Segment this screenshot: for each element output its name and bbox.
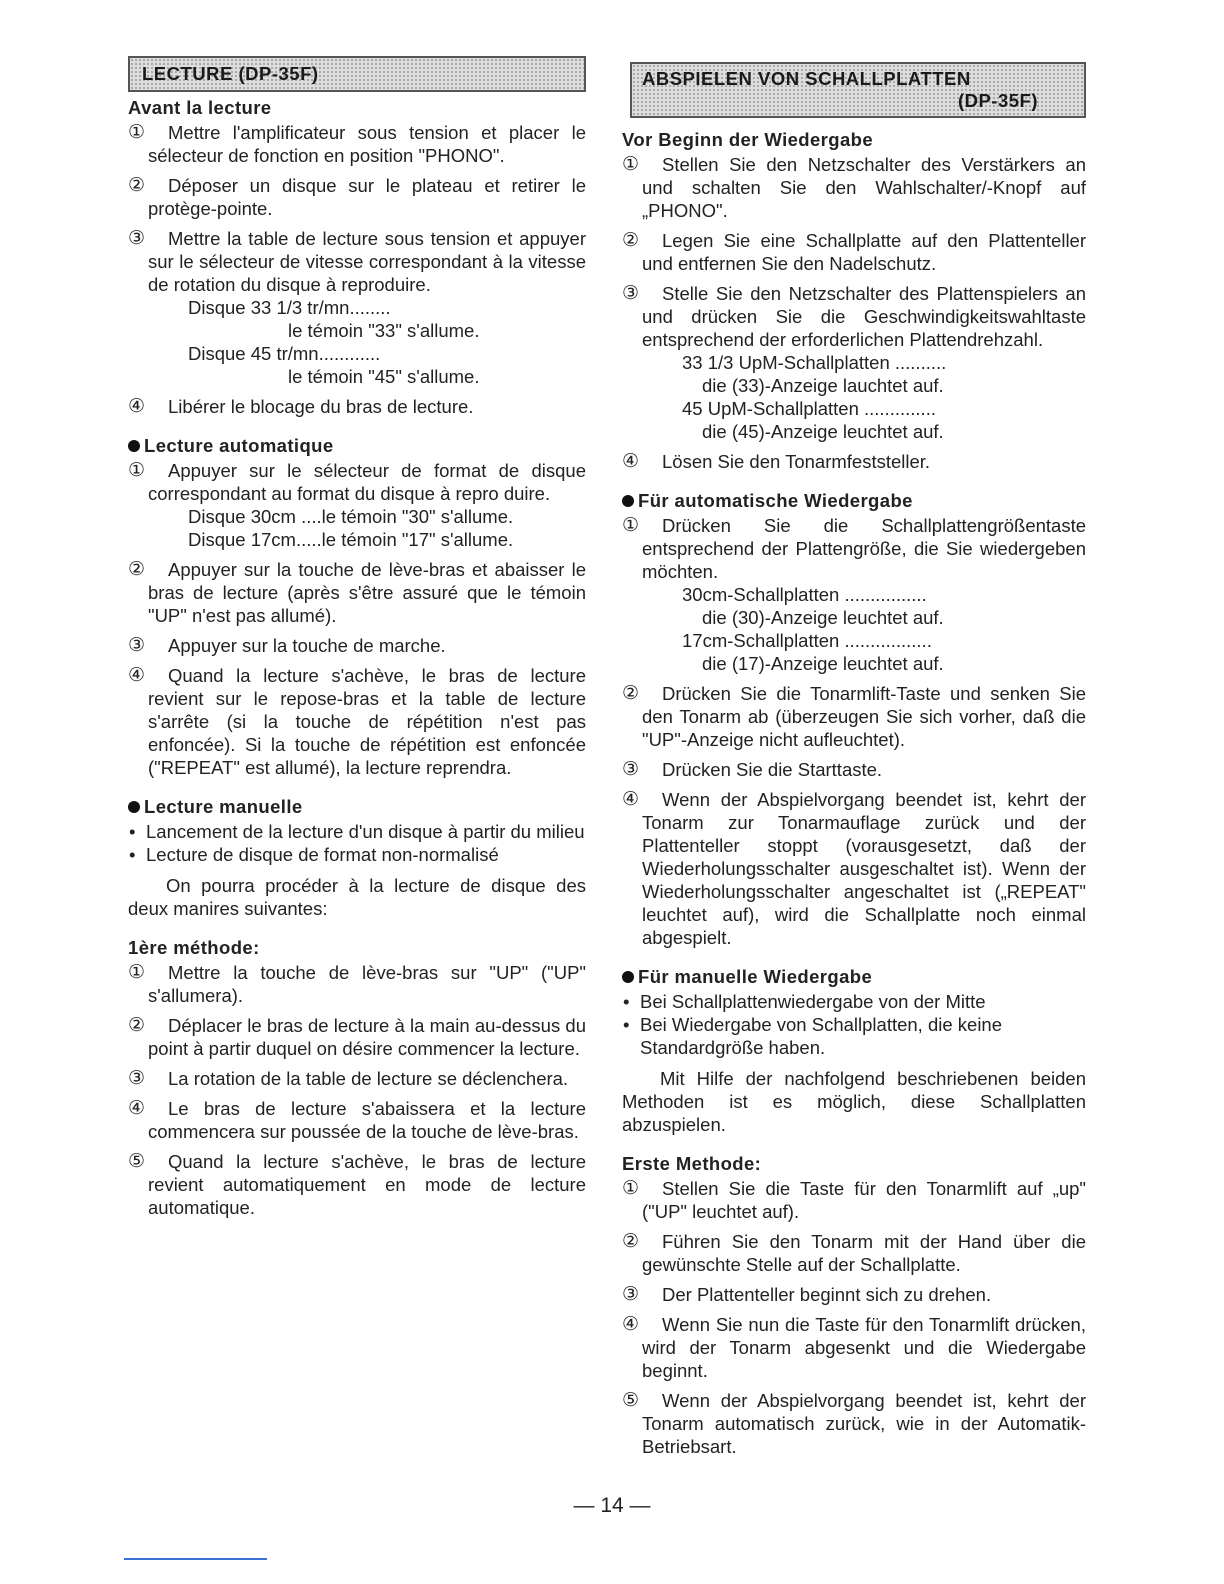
german-method-1-heading: Erste Methode:	[622, 1153, 762, 1174]
step-text: Drücken Sie die Starttaste.	[662, 759, 883, 780]
step-text: Stellen Sie den Netzschalter des Verstärkers an und schalten Sie den Wahlschalter/-Knopf auf „PHONO".	[642, 154, 1086, 221]
german-section-banner	[630, 62, 1086, 118]
indicator-33-note: die (33)-Anzeige lauchtet auf.	[702, 375, 944, 396]
german-method-step-4	[622, 1313, 1086, 1382]
step-number: ③	[128, 635, 146, 656]
indicator-45-note: le témoin "45" s'allume.	[288, 366, 480, 387]
german-manual-bullet-1	[622, 990, 1086, 1013]
indicator-33-note: le témoin "33" s'allume.	[288, 320, 480, 341]
step-number: ④	[128, 1098, 146, 1119]
german-before-play-step-4	[622, 450, 1086, 473]
step-text: Drücken Sie die Schallplattengrößentaste entsprechend der Plattengröße, die Sie wiedergeben möchten.	[642, 515, 1086, 582]
step-text: Appuyer sur le sélecteur de format de disque correspondant au format du disque à repro duire.	[148, 460, 586, 504]
french-auto-play-step-3	[128, 634, 586, 657]
banner-line-1: ABSPIELEN VON SCHALLPLATTEN	[642, 68, 971, 89]
french-manual-intro: On pourra procéder à la lecture de disque des deux manires suivantes:	[128, 875, 586, 919]
footer-divider	[124, 1558, 267, 1560]
step-text: Wenn Sie nun die Taste für den Tonarmlift drücken, wird der Tonarm abgesenkt und die Wiedergabe beginnt.	[642, 1314, 1086, 1381]
german-method-step-5	[622, 1389, 1086, 1458]
bullet-icon: •	[623, 991, 630, 1012]
bullet-text: Lancement de la lecture d'un disque à partir du milieu	[146, 821, 585, 842]
step-number: ②	[128, 175, 146, 196]
french-method-1-heading: 1ère méthode:	[128, 937, 260, 958]
french-manual-play-heading	[128, 795, 586, 818]
german-before-play-step-2	[622, 229, 1086, 275]
step-number: ①	[128, 962, 146, 983]
step-text: La rotation de la table de lecture se déclenchera.	[168, 1068, 569, 1089]
french-method-step-2	[128, 1014, 586, 1060]
page-number: — 14 —	[573, 1494, 651, 1517]
step-number: ③	[622, 283, 640, 304]
german-method-step-1	[622, 1177, 1086, 1223]
size-option-30: Disque 30cm ....le témoin "30" s'allume.	[188, 506, 514, 527]
step-text: Quand la lecture s'achève, le bras de lecture revient sur le repose-bras et la table de lecture s'arrête (si la touche de répétition n'est pas enfoncée). Si la touche de répétition est enfoncée ("REPEAT" est allumé), la lecture reprendra.	[148, 665, 586, 778]
step-text: Mettre la table de lecture sous tension et appuyer sur le sélecteur de vitesse correspondant à la vitesse de rotation du disque à reproduire.	[148, 228, 586, 295]
indicator-30-note: die (30)-Anzeige leuchtet auf.	[702, 607, 944, 628]
french-before-play-step-2	[128, 174, 586, 220]
step-number: ⑤	[622, 1390, 640, 1411]
step-number: ①	[622, 154, 640, 175]
step-text: Libérer le blocage du bras de lecture.	[168, 396, 474, 417]
french-before-play-step-1	[128, 121, 586, 167]
step-text: Mettre l'amplificateur sous tension et placer le sélecteur de fonction en position "PHONO".	[148, 122, 586, 166]
step-number: ④	[622, 451, 640, 472]
french-auto-play-step-1	[128, 459, 586, 551]
size-option-30: 30cm-Schallplatten ................	[682, 584, 927, 605]
german-auto-play-heading	[622, 489, 1086, 512]
speed-option-45: Disque 45 tr/mn............	[188, 343, 381, 364]
step-number: ①	[128, 460, 146, 481]
step-number: ①	[128, 122, 146, 143]
speed-option-33: Disque 33 1/3 tr/mn........	[188, 297, 391, 318]
step-text: Drücken Sie die Tonarmlift-Taste und senken Sie den Tonarm ab (überzeugen Sie sich vorher, daß die "UP"-Anzeige nicht aufleuchtet).	[642, 683, 1086, 750]
step-number: ③	[622, 759, 640, 780]
german-column	[622, 56, 1086, 1465]
step-number: ②	[128, 1015, 146, 1036]
speed-option-33: 33 1/3 UpM-Schallplatten ..........	[682, 352, 947, 373]
bullet-dot-icon	[128, 801, 140, 813]
french-section-banner: LECTURE (DP-35F)	[128, 56, 586, 92]
german-before-play-step-1	[622, 153, 1086, 222]
bullet-text: Lecture de disque de format non-normalisé	[146, 844, 499, 865]
bullet-dot-icon	[622, 971, 634, 983]
bullet-text: Bei Schallplattenwiedergabe von der Mitte	[640, 991, 986, 1012]
step-text: Stelle Sie den Netzschalter des Plattenspielers an und drücken Sie die Geschwindigkeitswahltaste entsprechend der erforderlichen Plattendrehzahl.	[642, 283, 1086, 350]
speed-option-45: 45 UpM-Schallplatten ..............	[682, 398, 936, 419]
french-manual-bullet-1	[128, 820, 586, 843]
french-method-step-1	[128, 961, 586, 1007]
german-manual-intro: Mit Hilfe der nachfolgend beschriebenen beiden Methoden ist es möglich, diese Schallplatten abzuspielen.	[622, 1068, 1086, 1135]
step-number: ④	[128, 396, 146, 417]
step-number: ①	[622, 515, 640, 536]
french-auto-play-heading	[128, 434, 586, 457]
size-option-17: 17cm-Schallplatten .................	[682, 630, 932, 651]
german-method-step-2	[622, 1230, 1086, 1276]
step-text: Déplacer le bras de lecture à la main au-dessus du point à partir duquel on désire commencer la lecture.	[148, 1015, 586, 1059]
step-number: ②	[622, 230, 640, 251]
bullet-dot-icon	[622, 495, 634, 507]
german-auto-play-step-1	[622, 514, 1086, 675]
step-number: ④	[128, 665, 146, 686]
step-number: ④	[622, 789, 640, 810]
step-number: ②	[128, 559, 146, 580]
french-before-play-step-4	[128, 395, 586, 418]
step-number: ①	[622, 1178, 640, 1199]
heading-text: Lecture automatique	[144, 435, 334, 456]
german-before-play-step-3	[622, 282, 1086, 443]
step-text: Legen Sie eine Schallplatte auf den Plattenteller und entfernen Sie den Nadelschutz.	[642, 230, 1086, 274]
french-method-step-3	[128, 1067, 586, 1090]
step-text: Lösen Sie den Tonarmfeststeller.	[662, 451, 931, 472]
step-text: Quand la lecture s'achève, le bras de lecture revient automatiquement en mode de lecture automatique.	[148, 1151, 586, 1218]
size-option-17: Disque 17cm.....le témoin "17" s'allume.	[188, 529, 514, 550]
step-number: ③	[622, 1284, 640, 1305]
french-column	[128, 56, 586, 1226]
step-text: Appuyer sur la touche de marche.	[168, 635, 446, 656]
french-manual-bullet-2	[128, 843, 586, 866]
step-number: ⑤	[128, 1151, 146, 1172]
step-text: Déposer un disque sur le plateau et retirer le protège-pointe.	[148, 175, 586, 219]
banner-line-2: (DP-35F)	[957, 90, 1038, 111]
step-number: ②	[622, 683, 640, 704]
step-number: ②	[622, 1231, 640, 1252]
french-auto-play-step-4	[128, 664, 586, 779]
step-text: Führen Sie den Tonarm mit der Hand über die gewünschte Stelle auf der Schallplatte.	[642, 1231, 1086, 1275]
step-number: ③	[128, 228, 146, 249]
step-number: ③	[128, 1068, 146, 1089]
step-text: Le bras de lecture s'abaissera et la lecture commencera sur poussée de la touche de lève-bras.	[148, 1098, 586, 1142]
french-auto-play-step-2	[128, 558, 586, 627]
german-manual-bullet-2	[622, 1013, 1086, 1059]
step-text: Appuyer sur la touche de lève-bras et abaisser le bras de lecture (après s'être assuré que le témoin "UP" n'est pas allumé).	[148, 559, 586, 626]
step-number: ④	[622, 1314, 640, 1335]
step-text: Der Plattenteller beginnt sich zu drehen.	[662, 1284, 992, 1305]
german-auto-play-step-3	[622, 758, 1086, 781]
german-auto-play-step-4	[622, 788, 1086, 949]
heading-text: Für automatische Wiedergabe	[638, 490, 913, 511]
step-text: Mettre la touche de lève-bras sur "UP" ("UP" s'allumera).	[148, 962, 586, 1006]
french-method-step-5	[128, 1150, 586, 1219]
french-before-play-heading: Avant la lecture	[128, 97, 272, 118]
step-text: Wenn der Abspielvorgang beendet ist, kehrt der Tonarm zur Tonarmauflage zurück und der Plattenteller stoppt (vorausgesetzt, daß der Wiederholungsschalter ausgeschaltet ist). Wenn der Wiederholungsschalter angeschaltet ist („REPEAT" leuchtet auf), wird die Schallplatte noch einmal abgespielt.	[642, 789, 1086, 948]
bullet-icon: •	[129, 844, 136, 865]
german-method-step-3	[622, 1283, 1086, 1306]
heading-text: Lecture manuelle	[144, 796, 303, 817]
bullet-text: Bei Wiedergabe von Schallplatten, die keine Standardgröße haben.	[640, 1014, 1003, 1058]
step-text: Wenn der Abspielvorgang beendet ist, kehrt der Tonarm automatisch zurück, wie in der Automatik-Betriebsart.	[642, 1390, 1086, 1457]
indicator-45-note: die (45)-Anzeige leuchtet auf.	[702, 421, 944, 442]
german-auto-play-step-2	[622, 682, 1086, 751]
heading-text: Für manuelle Wiedergabe	[638, 966, 873, 987]
bullet-dot-icon	[128, 440, 140, 452]
german-before-play-heading: Vor Beginn der Wiedergabe	[622, 129, 874, 150]
french-method-step-4	[128, 1097, 586, 1143]
bullet-icon: •	[129, 821, 136, 842]
german-manual-play-heading	[622, 965, 1086, 988]
french-before-play-step-3	[128, 227, 586, 388]
step-text: Stellen Sie die Taste für den Tonarmlift auf „up" ("UP" leuchtet auf).	[642, 1178, 1086, 1222]
indicator-17-note: die (17)-Anzeige leuchtet auf.	[702, 653, 944, 674]
bullet-icon: •	[623, 1014, 630, 1035]
